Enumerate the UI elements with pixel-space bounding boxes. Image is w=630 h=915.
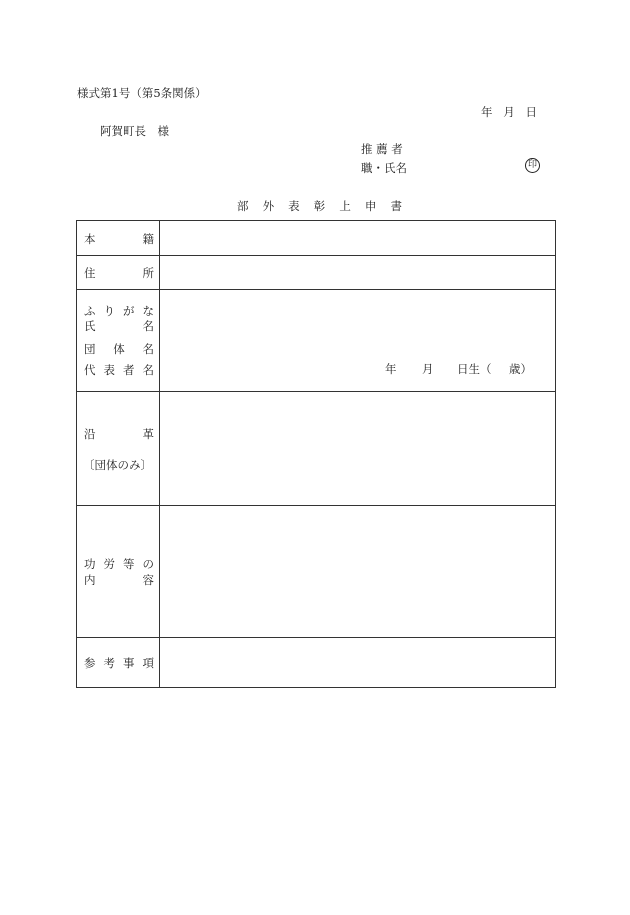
label-jusho [84,265,154,281]
seal-mark: 印 [525,158,540,173]
title-char: 書 [390,199,402,213]
application-table [76,220,556,688]
label-char: 代 [84,363,96,377]
label-char: 容 [142,573,154,587]
label-char: 参 [84,656,96,670]
label-shimei [84,318,154,334]
label-char: 体 [113,342,125,356]
label-char: 名 [142,363,154,377]
label-char: 革 [142,427,154,441]
row-divider [77,391,555,392]
month-char: 月 [503,105,515,119]
label-char: 項 [142,656,154,670]
form-number: 様式第1号（第5条関係） [77,86,207,100]
birth-year-label: 年 [385,362,397,376]
label-char: 氏 [84,319,96,333]
row-divider [77,505,555,506]
label-char: ふ [84,304,96,318]
label-char: 考 [103,656,115,670]
position-name-label: 職・氏名 [361,161,407,175]
birth-month-label: 月 [422,362,434,376]
label-furigana [84,303,154,319]
row-divider [77,255,555,256]
label-naiyo [84,572,154,588]
label-char: 団 [84,342,96,356]
recommender-label: 推 薦 者 [361,142,403,156]
birth-day-label: 日生（ [457,362,492,376]
label-char: 内 [84,573,96,587]
label-koro-to-no [84,556,154,572]
title-char: 彰 [313,199,326,213]
label-char: 功 [84,557,96,571]
age-label: 歳） [509,362,532,376]
column-divider [159,221,160,687]
title-char: 外 [262,199,275,213]
label-char: 等 [123,557,135,571]
day-char: 日 [525,105,537,119]
label-dantai-only: 〔団体のみ〕 [83,458,152,472]
label-daihyosha-mei [84,362,154,378]
label-enkaku [84,426,154,442]
label-char: 名 [142,319,154,333]
label-honseki [84,231,154,247]
year-char: 年 [481,105,493,119]
label-char: 所 [142,266,154,280]
addressee: 阿賀町長 様 [100,124,169,138]
label-char: 沿 [84,427,96,441]
label-dantai-mei [84,341,154,357]
label-char: り [103,304,115,318]
label-char: 者 [123,363,135,377]
label-char: が [123,304,135,318]
label-char: 労 [103,557,115,571]
label-char: の [142,557,154,571]
label-char: 事 [123,656,135,670]
label-char: 住 [84,266,96,280]
title-char: 申 [364,199,377,213]
row-divider [77,289,555,290]
label-char: 本 [84,232,96,246]
document-title [237,198,402,214]
label-char: 籍 [142,232,154,246]
label-char: な [142,304,154,318]
label-char: 表 [103,363,115,377]
label-char: 名 [142,342,154,356]
title-char: 部 [237,199,249,213]
date-line [481,104,537,120]
title-char: 表 [288,199,300,213]
row-divider [77,637,555,638]
label-sanko-jiko [84,655,154,671]
title-char: 上 [339,199,351,213]
